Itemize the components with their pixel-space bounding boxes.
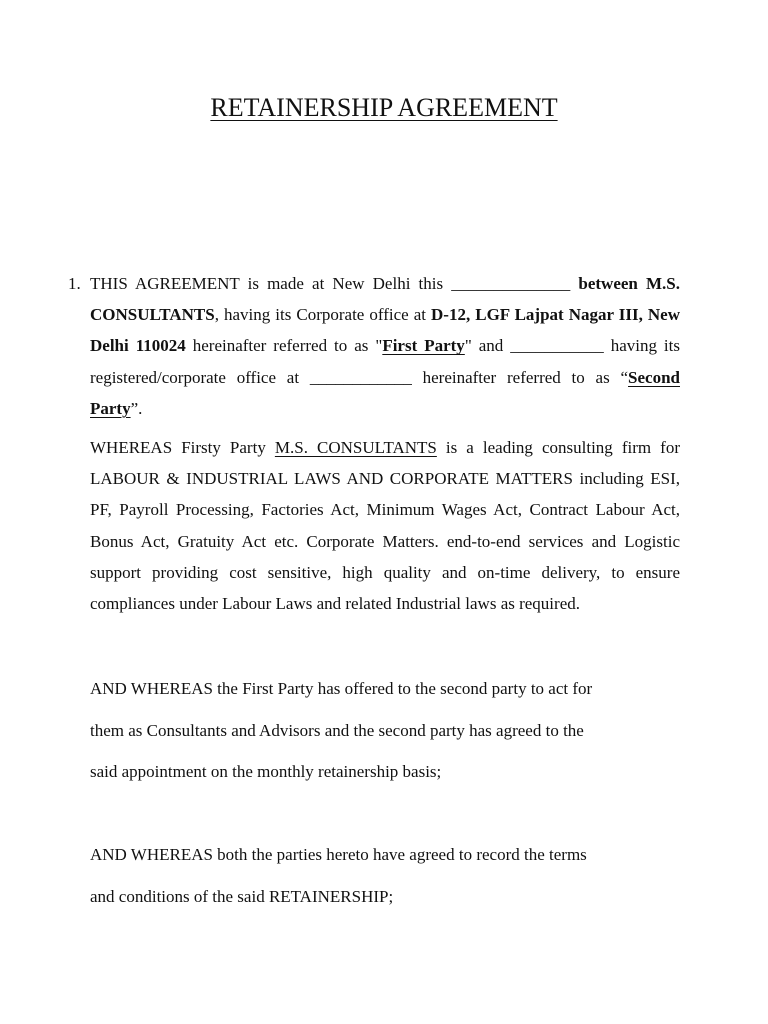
agreement-paragraph: [90, 268, 680, 424]
text-line: AND WHEREAS both the parties hereto have agreed to record the terms: [90, 845, 587, 864]
first-party-term: First Party: [382, 336, 465, 356]
agreement-text-e: hereinafter referred to as ": [185, 336, 383, 356]
second-party-term: Second Party: [90, 367, 680, 418]
agreement-text-a: THIS AGREEMENT is made at New Delhi this ______________: [90, 274, 579, 293]
document-title: RETAINERSHIP AGREEMENT: [210, 93, 558, 122]
clause-body: [90, 268, 680, 619]
and-whereas-terms: [90, 834, 587, 917]
agreement-text-g: " and ___________ having its registered/corporate office at ____________ hereinafter referred to as “: [90, 336, 680, 387]
text-line: AND WHEREAS the First Party has offered to the second party to act for: [90, 679, 593, 698]
and-whereas-offer: [90, 668, 592, 793]
whereas-paragraph: [90, 432, 680, 619]
whereas-text-c: is a leading consulting firm for LABOUR & INDUSTRIAL LAWS AND CORPORATE MATTERS including ESI, PF, Payroll Processing, Factories Act, Minimum Wages Act, Contract Labour Act, Bonus Act, Gratuity Act etc. Corporate Matters. end-to-end services and Logistic support providing cost sensitive, high quality and on-time delivery, to ensure compliances under Labour Laws and related Industrial laws as required.: [90, 438, 680, 614]
whereas-text-a: WHEREAS Firsty Party: [90, 438, 275, 458]
agreement-text-i: ”.: [130, 398, 143, 418]
office-address: D-12, LGF Lajpat Nagar III, New Delhi 110024: [90, 305, 680, 356]
first-party-name: between M.S. CONSULTANTS: [90, 274, 680, 325]
text-line: them as Consultants and Advisors and the second party has agreed to the: [90, 720, 584, 740]
consultants-name: M.S. CONSULTANTS: [274, 438, 437, 458]
clause-1: [68, 268, 680, 619]
agreement-text-c: , having its Corporate office at: [214, 305, 432, 325]
text-line: said appointment on the monthly retainership basis;: [90, 762, 442, 781]
text-line: and conditions of the said RETAINERSHIP;: [90, 886, 394, 906]
clause-number: 1.: [68, 274, 81, 293]
